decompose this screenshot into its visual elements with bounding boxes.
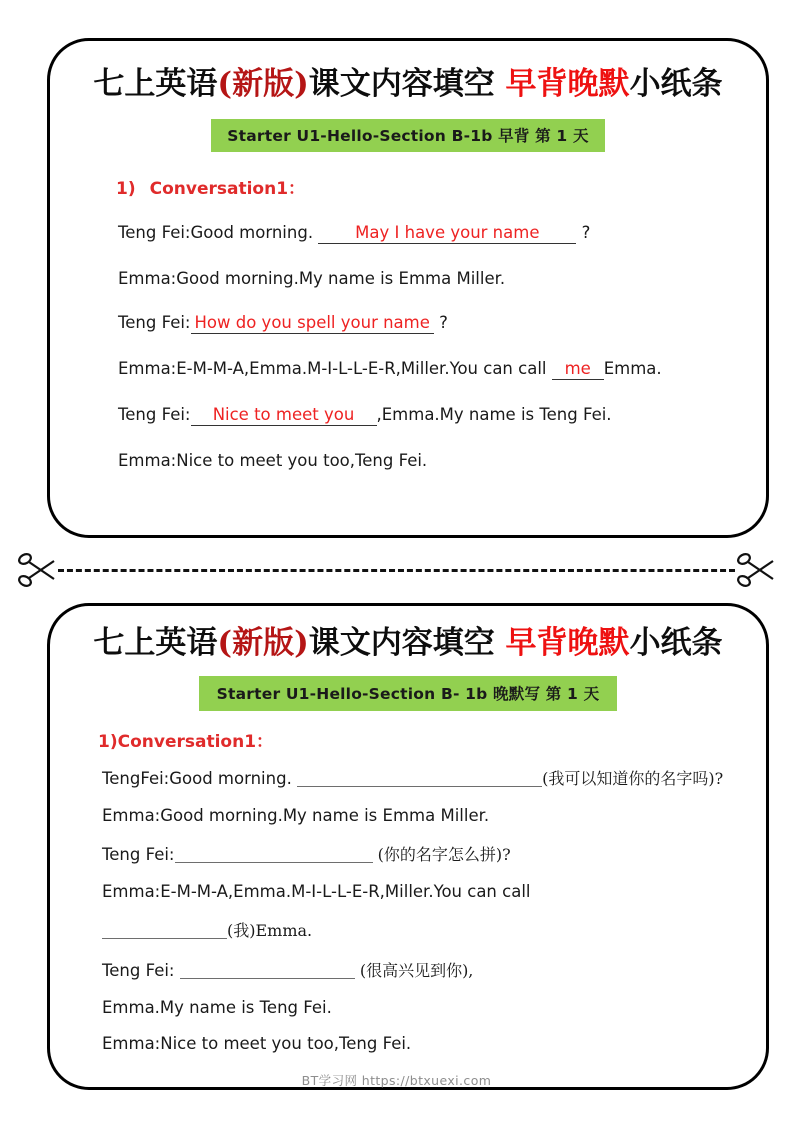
question-number-evening: 1) — [98, 731, 118, 752]
worksheet-card-evening-dictation — [47, 603, 769, 1090]
line-tail: ? — [439, 312, 448, 332]
speaker-text: Teng Fei: — [102, 960, 180, 980]
question-title-evening: Conversation1： — [117, 731, 274, 752]
lesson-banner-evening: Starter U1-Hello-Section B- 1b 晚默写 第 1 天 — [199, 676, 618, 711]
question-label-evening — [98, 727, 736, 752]
question-label-morning — [116, 174, 736, 199]
dialogue-line — [102, 842, 736, 865]
answer-blank[interactable] — [175, 845, 373, 863]
dialogue-line — [102, 766, 736, 789]
question-title-morning: Conversation1： — [149, 178, 306, 199]
chinese-hint: (我)Emma. — [227, 920, 313, 940]
title-part-morning-evening: 早背晚默 — [494, 66, 630, 102]
banner-container-morning — [50, 119, 766, 152]
answer-blank[interactable] — [102, 921, 227, 939]
page-title — [50, 67, 766, 103]
answer-blank[interactable] — [180, 961, 355, 979]
speaker-text: Teng Fei: — [118, 312, 191, 332]
dialogue-line — [118, 223, 736, 244]
dialogue-line — [118, 405, 736, 426]
question-number-morning: 1) — [116, 178, 136, 199]
chinese-hint: (你的名字怎么拼)? — [372, 844, 511, 864]
dialogue-line — [102, 958, 736, 981]
dialogue-line: Emma:Nice to meet you too,Teng Fei. — [102, 1033, 412, 1053]
title-part-3: 课文内容填空 — [308, 66, 495, 102]
dashed-cut-line — [58, 569, 735, 572]
dialogue-line — [118, 313, 736, 334]
banner-container-evening — [50, 676, 766, 711]
speaker-text: Teng Fei: — [102, 844, 175, 864]
title-part-5: 小纸条 — [629, 625, 723, 661]
worksheet-card-morning-recite — [47, 38, 769, 538]
dialogue-line: Emma:Good morning.My name is Emma Miller. — [102, 805, 490, 825]
answer-blank[interactable]: May I have your name — [318, 223, 576, 244]
answer-blank[interactable]: me — [552, 359, 604, 380]
line-tail: ? — [581, 222, 591, 242]
card-body-morning — [50, 174, 766, 470]
speaker-text: Teng Fei:Good morning. — [118, 222, 314, 242]
title-part-3: 课文内容填空 — [308, 625, 495, 661]
line-after: Emma. — [603, 358, 662, 378]
dialogue-line: Emma.My name is Teng Fei. — [102, 997, 332, 1017]
lesson-banner-morning: Starter U1-Hello-Section B-1b 早背 第 1 天 — [211, 119, 604, 152]
footer-watermark: BT学习网 https://btxuexi.com — [301, 1073, 492, 1088]
title-part-1: 七上英语 — [93, 625, 218, 661]
page-title — [50, 626, 766, 662]
title-part-morning-evening: 早背晚默 — [494, 625, 630, 661]
speaker-text: Teng Fei: — [118, 404, 191, 424]
scissors-icon — [16, 548, 58, 592]
dialogue-line: Emma:E-M-M-A,Emma.M-I-L-L-E-R,Miller.You can call — [102, 881, 531, 901]
title-part-new-edition: (新版) — [217, 625, 309, 661]
scissors-icon — [735, 548, 777, 592]
card-body-evening — [50, 727, 766, 1053]
dialogue-line: Emma:Good morning.My name is Emma Miller. — [118, 268, 506, 288]
line-tail: ,Emma.My name is Teng Fei. — [376, 404, 612, 424]
title-part-5: 小纸条 — [629, 66, 723, 102]
chinese-hint: (很高兴见到你), — [354, 960, 474, 980]
title-part-new-edition: (新版) — [217, 66, 309, 102]
dialogue-line — [118, 359, 736, 380]
answer-blank[interactable]: Nice to meet you — [191, 405, 377, 426]
chinese-hint: (我可以知道你的名字吗)? — [542, 768, 724, 788]
dialogue-line — [102, 918, 736, 941]
speaker-text: TengFei:Good morning. — [102, 768, 292, 788]
line-before: Emma:E-M-M-A,Emma.M-I-L-L-E-R,Miller.You can call — [118, 358, 547, 378]
answer-blank[interactable]: How do you spell your name — [191, 313, 434, 334]
cut-divider — [0, 548, 793, 594]
dialogue-line: Emma:Nice to meet you too,Teng Fei. — [118, 450, 428, 470]
answer-blank[interactable] — [297, 769, 542, 787]
title-part-1: 七上英语 — [93, 66, 218, 102]
